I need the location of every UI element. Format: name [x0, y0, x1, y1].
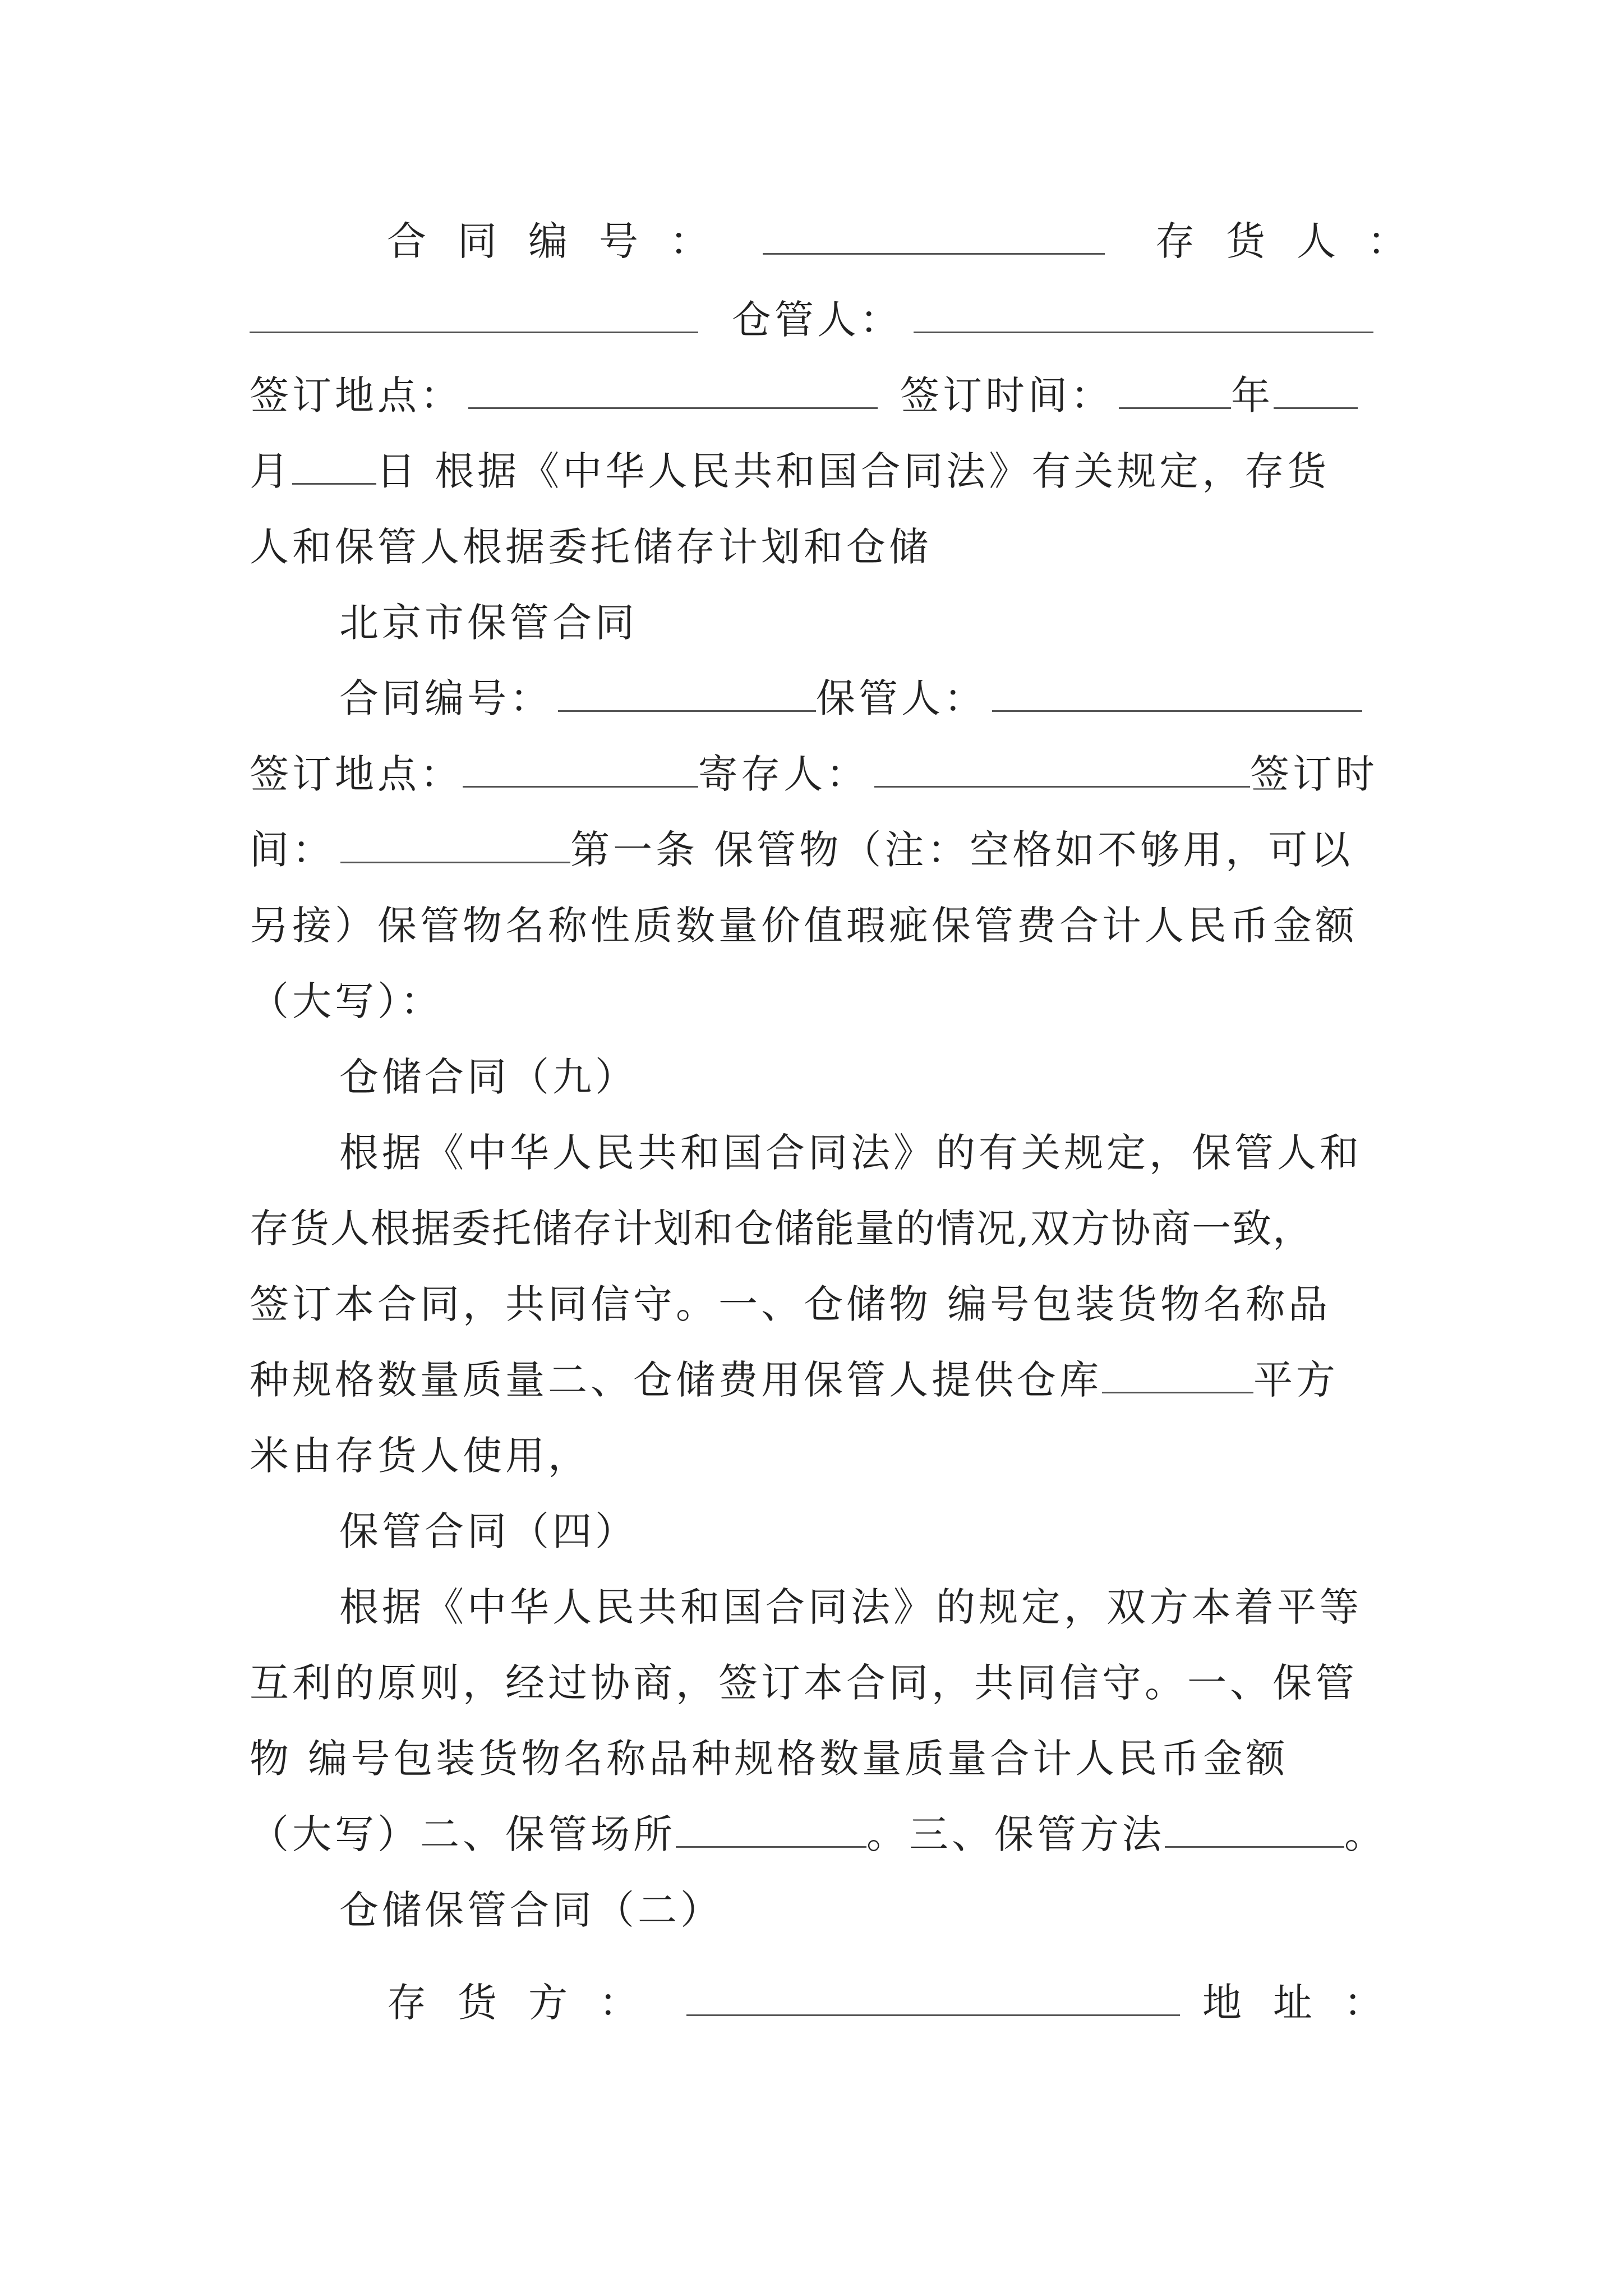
section-heading: 保管合同（四）: [339, 1508, 638, 1554]
custody-method-blank[interactable]: [1165, 1807, 1344, 1848]
text-line-19: [339, 1579, 1388, 1641]
time-article-line: [250, 822, 1388, 884]
basis-text: 日 根据《中华人民共和国合同法》有关规定，存货: [376, 448, 1330, 494]
signing-time-label: 签订时间：: [900, 372, 1113, 418]
text-line-13: [339, 1125, 1388, 1186]
paragraph-text: 根据《中华人民共和国合同法》的规定，双方本着平等: [339, 1584, 1362, 1630]
custody-place-method-line: [250, 1806, 1427, 1868]
text-line-21: [250, 1731, 1388, 1792]
custody-place-text: （大写）二、保管场所: [250, 1811, 676, 1857]
signing-place-label: 签订地点：: [250, 372, 463, 418]
month-label: 月: [250, 448, 292, 494]
paragraph-text: 米由存货人使用，: [250, 1433, 591, 1479]
day-blank[interactable]: [292, 444, 376, 485]
article-one-text: 第一条 保管物（注：空格如不够用，可以: [570, 827, 1354, 873]
paragraph-text: 人和保管人根据委托储存计划和仓储: [250, 524, 932, 570]
keeper-blank[interactable]: [914, 292, 1373, 333]
text-line-14: [250, 1200, 1388, 1262]
heading-warehouse-contract-9: [339, 1049, 1478, 1111]
year-blank[interactable]: [1119, 368, 1231, 409]
custody-method-text: 。三、保管方法: [866, 1811, 1165, 1857]
warehouse-area-blank[interactable]: [1102, 1352, 1253, 1393]
depositor-label-2: 寄存人：: [698, 751, 869, 797]
text-line-5: [250, 519, 1388, 581]
signing-time-blank-2[interactable]: [340, 822, 570, 863]
depositor-party-blank[interactable]: [686, 1975, 1180, 2016]
year-label: 年: [1231, 372, 1274, 418]
heading-warehouse-custody-contract-2: [339, 1882, 1478, 1944]
signing-time-label-2: 签订时: [1250, 751, 1378, 797]
warehouse-area-line: [250, 1352, 1388, 1414]
paragraph-text: （大写）：: [250, 978, 443, 1024]
contract-number-blank[interactable]: [763, 214, 1105, 255]
contract-number-blank-2[interactable]: [558, 671, 816, 712]
signing-line-2: [250, 746, 1388, 808]
text-line-15: [250, 1276, 1388, 1338]
keeper-label: 仓管人：: [732, 297, 902, 343]
section-heading: 仓储保管合同（二）: [339, 1887, 723, 1933]
contract-number-label-2: 合同编号：: [339, 675, 552, 721]
month-blank[interactable]: [1274, 368, 1358, 409]
address-label: 地址：: [1202, 1980, 1414, 2026]
custodian-label: 保管人：: [816, 675, 986, 721]
time-label: 间：: [250, 827, 335, 873]
paragraph-text: 签订本合同，共同信守。一、仓储物 编号包装货物名称品: [250, 1281, 1331, 1327]
signing-place-blank-2[interactable]: [463, 747, 698, 788]
section-heading: 北京市保管合同: [339, 600, 638, 646]
section-heading: 仓储合同（九）: [339, 1054, 638, 1100]
paragraph-text: 互利的原则，经过协商，签订本合同，共同信守。一、保管: [250, 1660, 1358, 1706]
depositor-party-label: 存货方：: [387, 1980, 670, 2026]
heading-beijing-custody-contract: [339, 595, 1478, 656]
keeper-line: [250, 292, 1388, 353]
warehouse-fee-text: 种规格数量质量二、仓储费用保管人提供仓库: [250, 1357, 1102, 1403]
date-basis-line: [250, 443, 1388, 505]
paragraph-text: 根据《中华人民共和国合同法》的有关规定，保管人和: [339, 1130, 1362, 1176]
custody-place-blank[interactable]: [676, 1807, 866, 1848]
contract-number-line-2: [339, 670, 1388, 732]
paragraph-text: 存货人根据委托储存计划和仓储能量的情况,双方协商一致，: [250, 1205, 1313, 1251]
square-unit-text: 平方: [1253, 1357, 1339, 1403]
depositor-address-line: [387, 1975, 1414, 2036]
contract-number-label: 合同编号：: [387, 218, 740, 264]
depositor-blank[interactable]: [250, 292, 698, 333]
signing-line-1: [250, 367, 1388, 429]
signing-place-label-2: 签订地点：: [250, 751, 463, 797]
text-line-17: [250, 1428, 1388, 1489]
custodian-blank[interactable]: [992, 671, 1362, 712]
heading-custody-contract-4: [339, 1503, 1478, 1565]
contract-number-line-1: [387, 213, 1438, 275]
period-mark: 。: [1344, 1811, 1387, 1857]
paragraph-text: 物 编号包装货物名称品种规格数量质量合计人民币金额: [250, 1736, 1289, 1782]
text-line-20: [250, 1655, 1388, 1717]
signing-place-blank[interactable]: [468, 368, 878, 409]
text-line-10: [250, 898, 1388, 959]
depositor-blank-2[interactable]: [874, 747, 1250, 788]
text-line-11: [250, 973, 1388, 1035]
depositor-label: 存货人：: [1155, 218, 1438, 264]
paragraph-text: 另接）保管物名称性质数量价值瑕疵保管费合计人民币金额: [250, 903, 1358, 949]
